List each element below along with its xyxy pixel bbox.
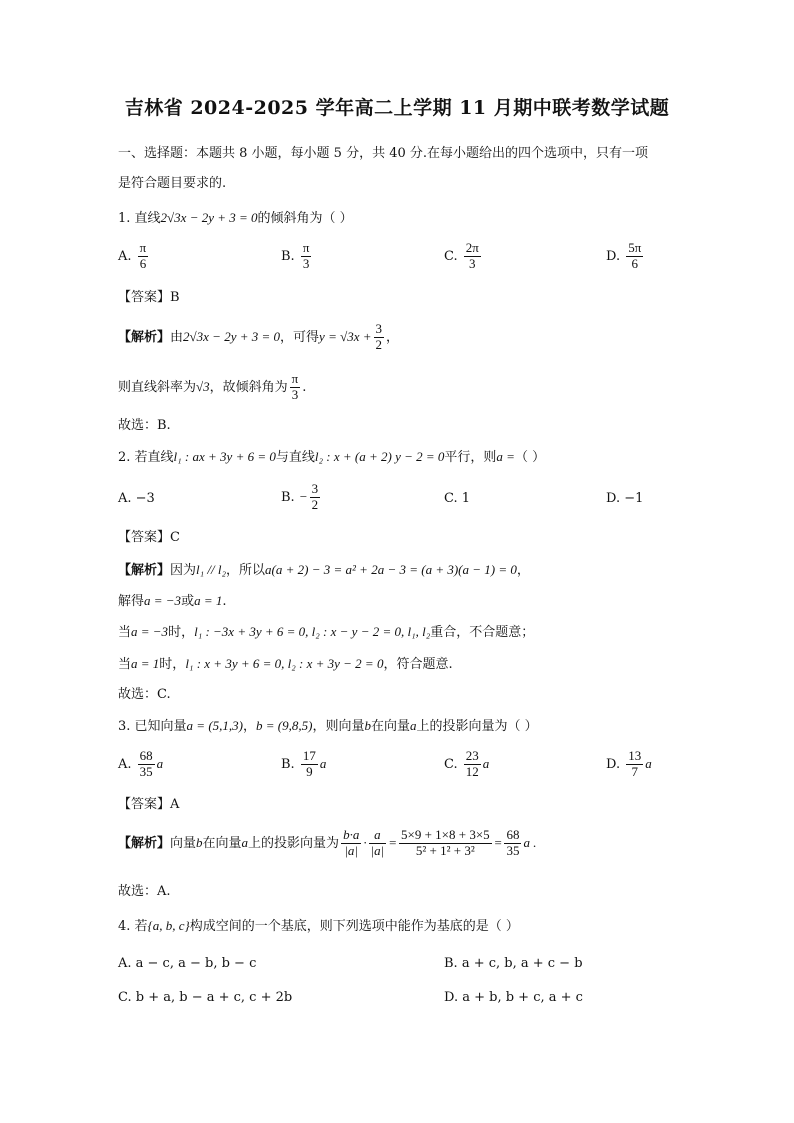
q2-choose: 故选：C. bbox=[118, 687, 171, 702]
q2-stem: 2. 若直线l₁ : ax + 3y + 6 = 0与直线l₂ : x + (a + 2) y − 2 = 0平行，则a =（ ） bbox=[118, 449, 546, 465]
q3-answer: 【答案】A bbox=[118, 797, 180, 812]
q1-option-c: C. $\frac{2\pi}{3}$ bbox=[444, 240, 479, 271]
q3-option-c: C. $\frac{23}{12}$ a bbox=[444, 748, 490, 779]
q3-analysis: 【解析】向量b在向量a上的投影向量为 $\frac{b\cdot a}{|a|}$ · $\frac{a}{|a|}$ = $\frac{5\times 9 + 1\times 8 + 3\times 5}{\text{5² + 1² + 3²}}$ = $\frac{68}{35}$ a . bbox=[118, 827, 537, 858]
q1-stem bbox=[118, 210, 353, 227]
q2-option-d: D. −1 bbox=[606, 491, 644, 506]
q3-option-d-fraction: $\frac{13}{7}$ bbox=[628, 748, 642, 779]
q1-choose: 故选：B. bbox=[118, 418, 171, 433]
q3-option-c-fraction: $\frac{23}{12}$ bbox=[465, 748, 479, 779]
q2-analysis-line1: 【解析】因为l₁ // l₂，所以a(a + 2) − 3 = a² + 2a − 3 = (a + 3)(a − 1) = 0， bbox=[118, 562, 530, 578]
q3-choose: 故选：A. bbox=[118, 884, 171, 899]
q2-option-c: C. 1 bbox=[444, 491, 471, 506]
q4-option-b: B. a + c, b, a + c − b bbox=[444, 956, 583, 971]
q1-option-d: D. $\frac{5\pi}{6}$ bbox=[606, 240, 642, 271]
q3-option-b: B. $\frac{17}{9}$ a bbox=[281, 748, 327, 779]
q3-stem: 3. 已知向量a = (5,1,3)，b = (9,8,5)，则向量b在向量a上的投影向量为（ ） bbox=[118, 718, 538, 734]
q3-option-d: D. $\frac{13}{7}$ a bbox=[606, 748, 652, 779]
section-heading-line1: 一、选择题：本题共 8 小题，每小题 5 分，共 40 分.在每小题给出的四个选项中，只有一项 bbox=[118, 146, 649, 161]
q1-option-d-fraction: $\frac{5\pi}{6}$ bbox=[628, 240, 642, 271]
q4-option-a: A. a − c, a − b, b − c bbox=[118, 956, 257, 971]
q3-analysis-frac1: $\frac{b\cdot a}{|a|}$ bbox=[343, 827, 360, 858]
q2-option-b: B. − $\frac{3}{2}$ bbox=[281, 481, 319, 512]
q1-analysis-line1: 【解析】由2√3x − 2y + 3 = 0，可得y = √3x + $\frac{3}{2}$ ， bbox=[118, 321, 400, 352]
q3-option-b-fraction: $\frac{17}{9}$ bbox=[302, 748, 316, 779]
q1-expr: 2√3x − 2y + 3 = 0 bbox=[160, 210, 258, 225]
q1-option-a: A. $\frac{\pi}{6}$ bbox=[118, 240, 147, 271]
section-heading-line2: 是符合题目要求的. bbox=[118, 176, 227, 191]
q1-analysis-line2: 则直线斜率为√3，故倾斜角为 $\frac{\pi}{3}$ . bbox=[118, 371, 307, 402]
q1-analysis-fraction: $\frac{3}{2}$ bbox=[375, 321, 383, 352]
q3-analysis-frac3: $\frac{5\times 9 + 1\times 8 + 3\times 5}{\text{5² + 1² + 3²}}$ bbox=[401, 827, 490, 858]
q3-analysis-frac2: $\frac{a}{|a|}$ bbox=[370, 827, 385, 858]
q1-option-b-fraction: $\frac{\pi}{3}$ bbox=[302, 240, 310, 271]
q2-answer: 【答案】C bbox=[118, 530, 180, 545]
q4-stem: 4. 若{a, b, c}构成空间的一个基底，则下列选项中能作为基底的是（ ） bbox=[118, 918, 519, 934]
q2-analysis-line3: 当a = −3时，l₁ : −3x + 3y + 6 = 0, l₂ : x − y − 2 = 0, l₁, l₂重合，不合题意； bbox=[118, 624, 535, 640]
q1-option-b: B. $\frac{\pi}{3}$ bbox=[281, 240, 310, 271]
q1-option-a-fraction: $\frac{\pi}{6}$ bbox=[139, 240, 147, 271]
q1-answer: 【答案】B bbox=[118, 290, 180, 305]
q1-prefix: 1. 直线 bbox=[118, 211, 161, 226]
page-title: 吉林省 2024-2025 学年高二上学期 11 月期中联考数学试题 bbox=[124, 97, 670, 119]
q1-analysis-angle: $\frac{\pi}{3}$ bbox=[291, 371, 299, 402]
q3-analysis-frac4: $\frac{68}{35}$ bbox=[506, 827, 520, 858]
q4-option-c: C. b + a, b − a + c, c + 2b bbox=[118, 990, 293, 1005]
q3-option-a-fraction: $\frac{68}{35}$ bbox=[139, 748, 153, 779]
q2-analysis-line4: 当a = 1时，l₁ : x + 3y + 6 = 0, l₂ : x + 3y − 2 = 0，符合题意. bbox=[118, 656, 453, 672]
q1-option-c-fraction: $\frac{2\pi}{3}$ bbox=[465, 240, 479, 271]
q1-suffix: 的倾斜角为（ ） bbox=[257, 211, 353, 226]
q3-option-a: A. $\frac{68}{35}$ a bbox=[118, 748, 164, 779]
q4-option-d: D. a + b, b + c, a + c bbox=[444, 990, 583, 1005]
q2-analysis-line2: 解得a = −3或a = 1. bbox=[118, 593, 227, 609]
q2-option-b-fraction: $\frac{3}{2}$ bbox=[311, 481, 319, 512]
q2-option-a: A. −3 bbox=[118, 491, 155, 506]
